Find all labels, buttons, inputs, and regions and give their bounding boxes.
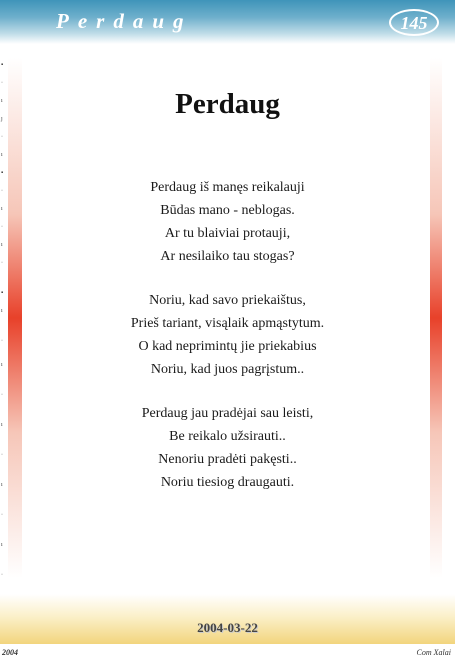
stanza-2 [0,289,455,381]
poem-line: Be reikalo užsirauti.. [169,429,286,444]
poem-line: Noriu tiesiog draugauti. [160,475,295,490]
corner-year: 2004 [2,648,18,657]
corner-signature: Com Xalai [416,648,451,657]
poem-line: Perdaug iš manęs reikalauji [150,180,305,195]
stanza-3 [0,402,455,494]
poem-line: Būdas mano - neblogas. [160,203,295,218]
poem-line: Perdaug jau pradėjai sau leisti, [141,406,314,421]
header-title: Perdaug [56,9,193,33]
page-number: 145 [400,13,428,33]
poem-line: Noriu, kad savo priekaištus, [149,293,306,308]
page-header [0,0,455,44]
poem-body [0,176,455,515]
page-footer [0,594,455,644]
poem-line: Nenoriu pradėti pakęsti.. [158,452,297,467]
poem-line: Ar tu blaiviai protauji, [164,226,291,241]
poem-line: O kad neprimintų jie priekabius [138,339,317,354]
stanza-1 [0,176,455,268]
page-number-badge [389,9,439,36]
poem-title: Perdaug [175,88,280,120]
poem-line: Prieš tariant, visąlaik apmąstytum. [130,316,325,331]
poem-line: Noriu, kad juos pagrįstum.. [150,362,305,377]
poem-line: Ar nesilaiko tau stogas? [160,249,295,264]
poem-date: 2004-03-22 [197,620,258,635]
left-margin-ornament: ▪ · ı ȷ · ı ▪ · ı · ı · ▪ ı · ı · ı · ı · ı · [1,62,4,578]
